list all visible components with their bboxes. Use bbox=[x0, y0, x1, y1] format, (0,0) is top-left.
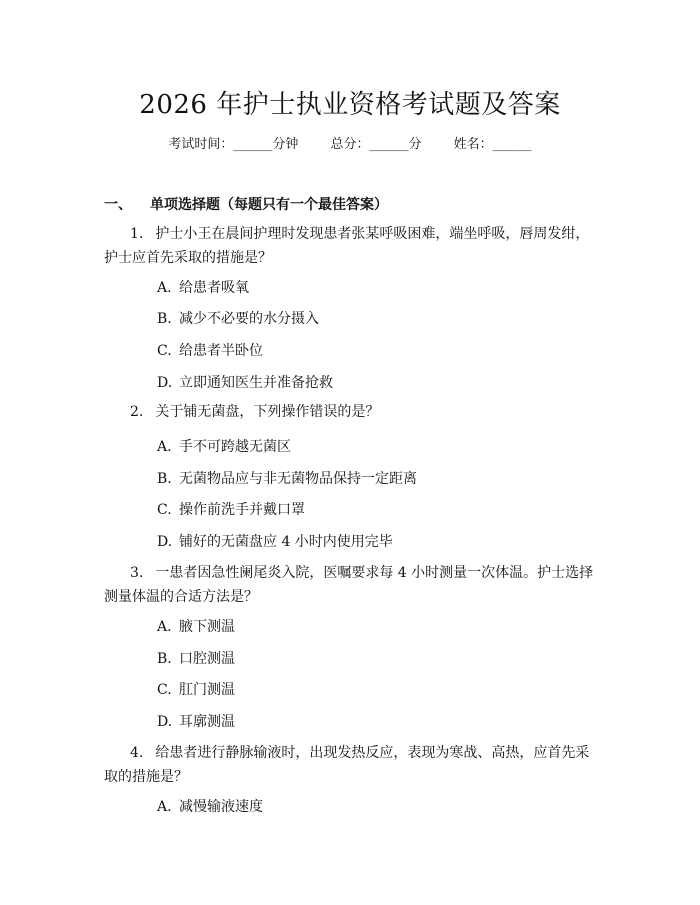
option-label: D. bbox=[157, 714, 173, 730]
question-1-option-c bbox=[157, 340, 263, 360]
section-title: 单项选择题（每题只有一个最佳答案） bbox=[150, 197, 388, 213]
option-label: A. bbox=[157, 280, 172, 296]
question-number: 3. bbox=[130, 565, 144, 581]
option-text: 减慢输液速度 bbox=[179, 799, 263, 815]
option-label: C. bbox=[157, 502, 172, 518]
option-text: 操作前洗手并戴口罩 bbox=[179, 502, 305, 518]
option-text: 肛门测温 bbox=[179, 682, 235, 698]
option-label: C. bbox=[157, 343, 172, 359]
question-3 bbox=[104, 561, 599, 609]
option-label: D. bbox=[157, 534, 173, 550]
question-2-option-a bbox=[157, 436, 291, 456]
option-label: A. bbox=[157, 619, 172, 635]
question-1-option-b bbox=[157, 308, 319, 328]
option-text: 减少不必要的水分摄入 bbox=[179, 311, 319, 327]
exam-time-field: 考试时间：______分钟 bbox=[168, 137, 299, 152]
question-3-option-a bbox=[157, 616, 235, 636]
exam-meta bbox=[0, 133, 700, 152]
option-label: C. bbox=[157, 682, 172, 698]
question-1-option-a bbox=[157, 277, 249, 297]
option-text: 给患者吸氧 bbox=[179, 280, 249, 296]
question-2-option-c bbox=[157, 499, 305, 519]
section-heading bbox=[104, 194, 388, 214]
question-text: 关于铺无菌盘，下列操作错误的是？ bbox=[155, 404, 380, 420]
question-2-option-d bbox=[157, 531, 393, 551]
question-3-option-d bbox=[157, 711, 235, 731]
option-label: B. bbox=[157, 651, 172, 667]
option-text: 耳廓测温 bbox=[179, 714, 235, 730]
question-number: 2. bbox=[130, 404, 144, 420]
option-label: A. bbox=[157, 799, 172, 815]
question-text: 护士小王在晨间护理时发现患者张某呼吸困难，端坐呼吸，唇周发绀，护士应首先采取的措施是？ bbox=[104, 226, 590, 266]
question-2-option-b bbox=[157, 468, 417, 488]
question-text: 给患者进行静脉输液时，出现发热反应，表现为寒战、高热，应首先采取的措施是？ bbox=[104, 745, 590, 785]
option-text: 立即通知医生并准备抢救 bbox=[179, 375, 333, 391]
option-text: 铺好的无菌盘应 4 小时内使用完毕 bbox=[179, 534, 393, 550]
option-label: B. bbox=[157, 311, 172, 327]
option-label: B. bbox=[157, 471, 172, 487]
question-3-option-b bbox=[157, 648, 235, 668]
section-number: 一、 bbox=[104, 197, 132, 213]
question-1-option-d bbox=[157, 372, 333, 392]
question-4 bbox=[104, 741, 599, 789]
question-number: 1. bbox=[130, 226, 144, 242]
option-text: 手不可跨越无菌区 bbox=[179, 439, 291, 455]
question-3-option-c bbox=[157, 679, 235, 699]
question-1 bbox=[104, 222, 599, 270]
question-text: 一患者因急性阑尾炎入院，医嘱要求每 4 小时测量一次体温。护士选择测量体温的合适方法是？ bbox=[104, 565, 594, 605]
option-text: 无菌物品应与非无菌物品保持一定距离 bbox=[179, 471, 417, 487]
option-text: 给患者半卧位 bbox=[179, 343, 263, 359]
document-title: 2026 年护士执业资格考试题及答案 bbox=[139, 90, 561, 120]
question-4-option-a bbox=[157, 796, 263, 816]
total-score-field: 总分：______分 bbox=[330, 137, 422, 152]
question-number: 4. bbox=[130, 745, 144, 761]
name-field: 姓名：______ bbox=[453, 137, 532, 152]
option-label: D. bbox=[157, 375, 173, 391]
question-2 bbox=[104, 400, 599, 424]
option-text: 腋下测温 bbox=[179, 619, 235, 635]
option-label: A. bbox=[157, 439, 172, 455]
option-text: 口腔测温 bbox=[179, 651, 235, 667]
